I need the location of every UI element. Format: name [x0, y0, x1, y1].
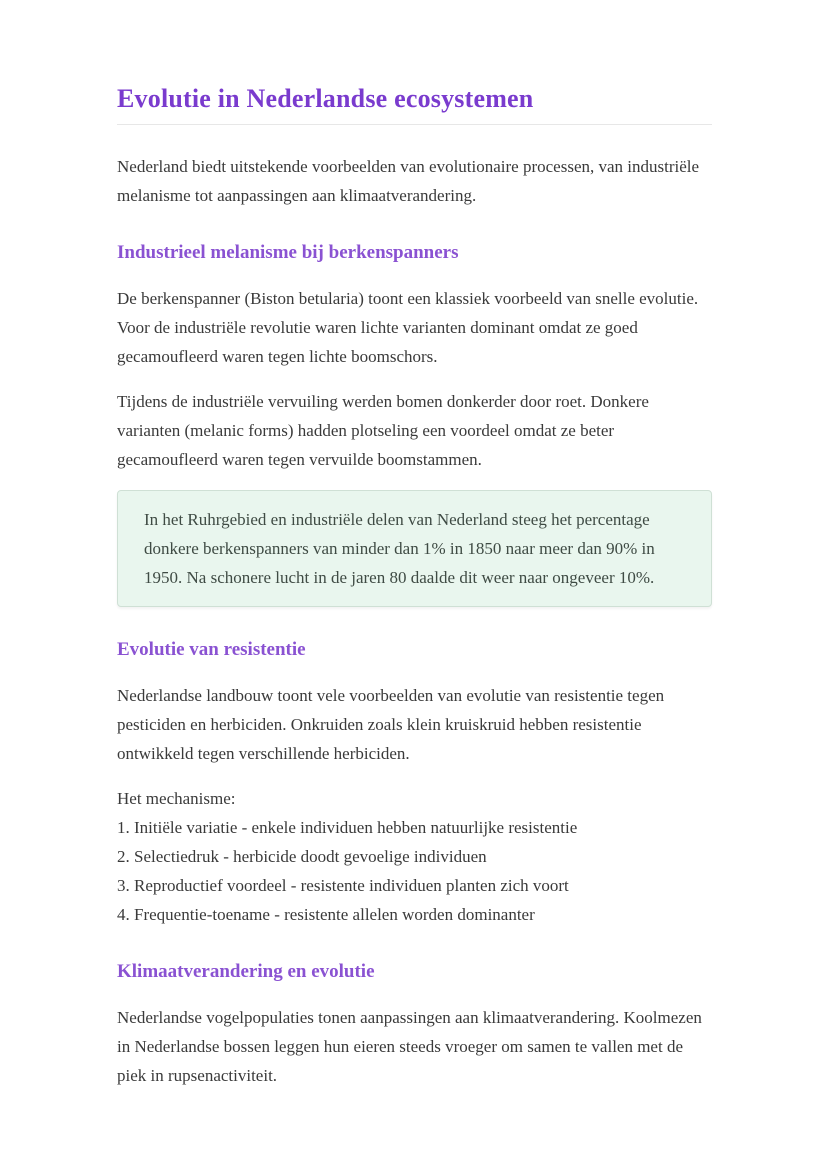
mechanism-list-intro: Het mechanisme: [117, 789, 236, 808]
mechanism-list [117, 784, 712, 929]
paragraph-landbouw: Nederlandse landbouw toont vele voorbeelden van evolutie van resistentie tegen pesticiden en herbiciden. Onkruiden zoals klein kruiskruid hebben resistentie ontwikkeld tegen verschillende herbiciden. [117, 686, 665, 763]
intro-paragraph: Nederland biedt uitstekende voorbeelden van evolutionaire processen, van industriële melanisme tot aanpassingen aan klimaatverandering. [117, 157, 700, 205]
callout-text: In het Ruhrgebied en industriële delen van Nederland steeg het percentage donkere berkenspanners van minder dan 1% in 1850 naar meer dan 90% in 1950. Na schonere lucht in de jaren 80 daalde dit weer naar ongeveer 10%. [144, 510, 655, 587]
section-heading-klimaatverandering: Klimaatverandering en evolutie [117, 961, 375, 982]
mechanism-list-item-3: 3. Reproductief voordeel - resistente individuen planten zich voort [117, 876, 569, 895]
section-heading-industrieel-melanisme: Industrieel melanisme bij berkenspanners [117, 242, 459, 263]
mechanism-list-item-1: 1. Initiële variatie - enkele individuen hebben natuurlijke resistentie [117, 818, 578, 837]
title-divider [117, 124, 712, 125]
page-title: Evolutie in Nederlandse ecosystemen [117, 84, 534, 113]
mechanism-list-item-4: 4. Frequentie-toename - resistente allelen worden dominanter [117, 905, 535, 924]
callout-box [117, 490, 712, 607]
mechanism-list-item-2: 2. Selectiedruk - herbicide doodt gevoelige individuen [117, 847, 487, 866]
section-heading-resistentie: Evolutie van resistentie [117, 639, 306, 660]
paragraph-berkenspanner: De berkenspanner (Biston betularia) toont een klassiek voorbeeld van snelle evolutie. Voor de industriële revolutie waren lichte varianten dominant omdat ze goed gecamoufleerd waren tegen lichte boomschors. [117, 289, 699, 366]
paragraph-vervuiling: Tijdens de industriële vervuiling werden bomen donkerder door roet. Donkere varianten (melanic forms) hadden plotseling een voordeel omdat ze beter gecamoufleerd waren tegen vervuilde boomstammen. [117, 392, 649, 469]
paragraph-vogelpopulaties: Nederlandse vogelpopulaties tonen aanpassingen aan klimaatverandering. Koolmezen in Nederlandse bossen leggen hun eieren steeds vroeger om samen te vallen met de piek in rupsenactiviteit. [117, 1008, 702, 1085]
